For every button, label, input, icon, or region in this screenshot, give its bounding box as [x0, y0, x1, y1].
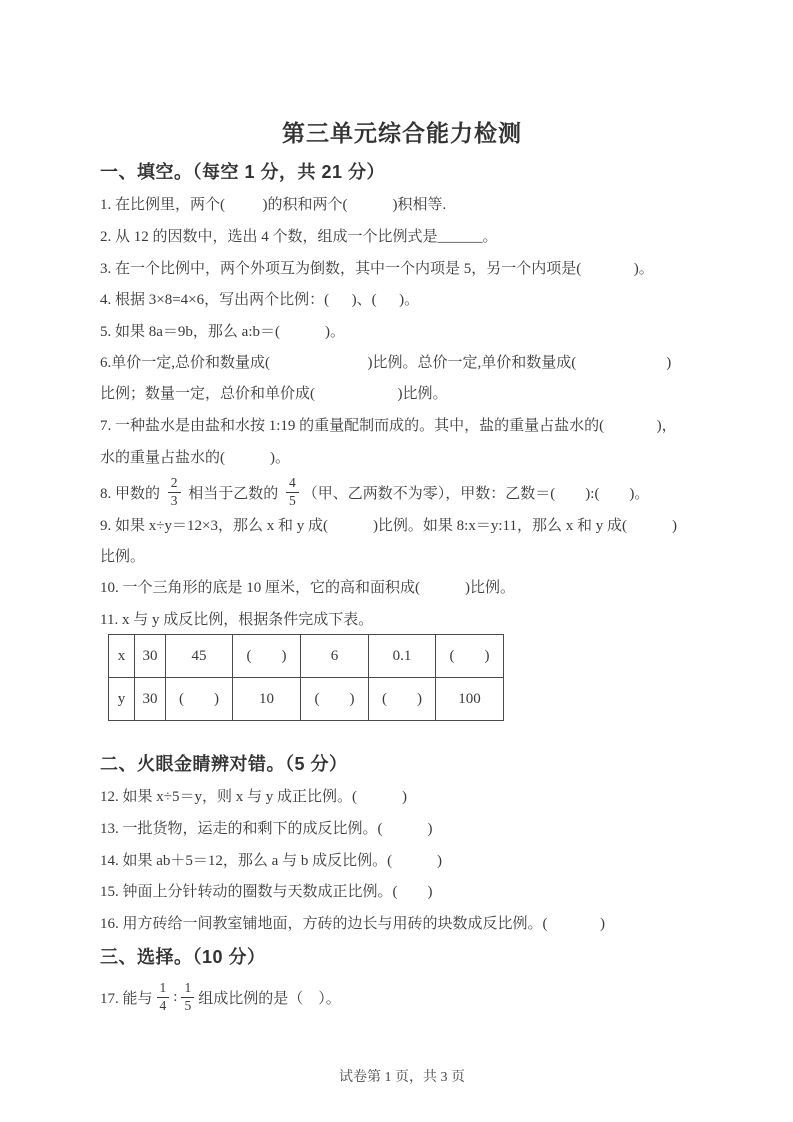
question-7-line-1: 7. 一种盐水是由盐和水按 1:19 的重量配制而成的。其中，盐的重量占盐水的( )，	[100, 418, 677, 434]
page-footer: 试卷第 1 页，共 3 页	[339, 1070, 465, 1085]
table-cell: y	[109, 678, 135, 721]
exam-title: 第三单元综合能力检测	[282, 120, 522, 146]
table-cell: ( )	[301, 678, 369, 721]
question-8-text-post: （甲、乙两数不为零），甲数：乙数＝( ):( )。	[302, 485, 650, 502]
question-15: 15. 钟面上分针转动的圈数与天数成正比例。( )	[100, 884, 433, 900]
fraction-one-fifth: $\frac{1}{5}$	[181, 980, 194, 1013]
table-cell: 45	[166, 635, 233, 678]
question-10: 10. 一个三角形的底是 10 厘米，它的高和面积成( )比例。	[100, 580, 515, 596]
section-heading-fill-blanks: 一、填空。（每空 1 分，共 21 分）	[100, 162, 386, 182]
table-cell: 0.1	[369, 635, 436, 678]
question-8	[100, 469, 720, 515]
table-row-x	[109, 635, 504, 678]
fraction-one-fourth: $\frac{1}{4}$	[157, 980, 170, 1013]
question-4: 4. 根据 3×8=4×6，写出两个比例：( )、( )。	[100, 292, 420, 308]
section-heading-multiple-choice: 三、选择。（10 分）	[100, 947, 266, 967]
fraction-four-fifths: $\frac{4}{5}$	[286, 475, 299, 508]
question-16: 16. 用方砖给一间教室铺地面，方砖的边长与用砖的块数成反比例。( )	[100, 916, 605, 932]
question-17-text-pre: 17. 能与	[100, 990, 153, 1007]
xy-inverse-proportion-table	[108, 634, 504, 721]
page-content	[100, 0, 704, 1122]
question-14: 14. 如果 ab＋5＝12，那么 a 与 b 成反比例。( )	[100, 853, 443, 869]
question-17-text-post: 组成比例的是（ ）。	[198, 990, 341, 1007]
table-cell: 6	[301, 635, 369, 678]
question-5: 5. 如果 8a＝9b，那么 a:b＝( )。	[100, 324, 345, 340]
question-6-line-1: 6.单价一定,总价和数量成( )比例。总价一定,单价和数量成( )	[100, 355, 672, 371]
ratio-colon: :	[173, 988, 178, 1005]
table-row-y	[109, 678, 504, 721]
question-8-text-pre: 8. 甲数的	[100, 485, 164, 502]
question-17	[100, 974, 720, 1020]
table-cell: ( )	[369, 678, 436, 721]
table-cell: ( )	[166, 678, 233, 721]
question-12: 12. 如果 x÷5＝y，则 x 与 y 成正比例。( )	[100, 789, 407, 805]
question-9-line-2: 比例。	[100, 549, 146, 565]
question-1: 1. 在比例里，两个( )的积和两个( )积相等.	[100, 197, 447, 213]
table-cell: 30	[135, 678, 166, 721]
question-9-line-1: 9. 如果 x÷y＝12×3，那么 x 和 y 成( )比例。如果 8:x＝y:11，那么 x 和 y 成( )	[100, 518, 677, 534]
question-7-line-2: 水的重量占盐水的( )。	[100, 450, 290, 466]
question-3: 3. 在一个比例中，两个外项互为倒数，其中一个内项是 5，另一个内项是( )。	[100, 261, 654, 277]
question-8-text-mid: 相当于乙数的	[184, 485, 283, 502]
table-cell: 30	[135, 635, 166, 678]
section-heading-true-false: 二、火眼金睛辨对错。（5 分）	[100, 754, 348, 774]
fraction-two-thirds: $\frac{2}{3}$	[168, 475, 181, 508]
question-6-line-2: 比例；数量一定，总价和单价成( )比例。	[100, 386, 448, 402]
question-13: 13. 一批货物，运走的和剩下的成反比例。( )	[100, 821, 433, 837]
question-2: 2. 从 12 的因数中，选出 4 个数，组成一个比例式是______。	[100, 229, 498, 245]
table-cell: ( )	[233, 635, 301, 678]
table-cell: 10	[233, 678, 301, 721]
table-cell: ( )	[436, 635, 504, 678]
table-cell: x	[109, 635, 135, 678]
question-11: 11. x 与 y 成反比例，根据条件完成下表。	[100, 612, 374, 628]
table-cell: 100	[436, 678, 504, 721]
